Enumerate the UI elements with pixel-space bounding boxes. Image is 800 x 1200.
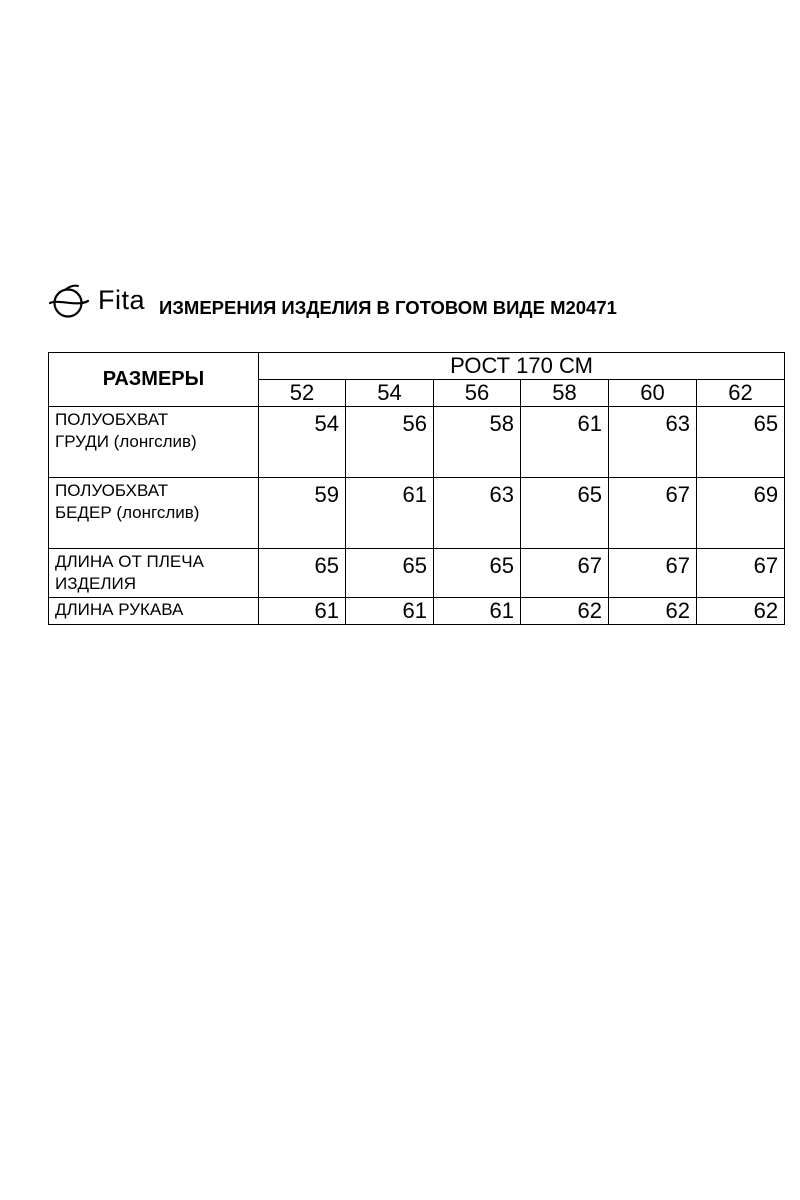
- size-cell: 62: [697, 380, 785, 407]
- sizes-header: РАЗМЕРЫ: [49, 353, 259, 407]
- row-label-line: ДЛИНА ОТ ПЛЕЧА: [55, 552, 204, 571]
- row-label: [49, 478, 259, 549]
- value-cell: 65: [434, 549, 521, 598]
- value-cell: 65: [346, 549, 434, 598]
- row-label-line: ПОЛУОБХВАТ: [55, 481, 169, 500]
- value-cell: 65: [259, 549, 346, 598]
- value-cell: 56: [346, 407, 434, 478]
- value-cell: 62: [609, 598, 697, 625]
- value-cell: 62: [697, 598, 785, 625]
- value-cell: 61: [346, 478, 434, 549]
- height-header: РОСТ 170 СМ: [259, 353, 785, 380]
- size-cell: 56: [434, 380, 521, 407]
- table-row: [49, 407, 785, 478]
- value-cell: 61: [259, 598, 346, 625]
- value-cell: 61: [434, 598, 521, 625]
- value-cell: 61: [346, 598, 434, 625]
- value-cell: 58: [434, 407, 521, 478]
- value-cell: 59: [259, 478, 346, 549]
- size-cell: 60: [609, 380, 697, 407]
- table-row: [49, 549, 785, 598]
- page-title: ИЗМЕРЕНИЯ ИЗДЕЛИЯ В ГОТОВОМ ВИДЕ М20471: [159, 297, 617, 318]
- value-cell: 65: [521, 478, 609, 549]
- fita-logo-icon: [48, 284, 94, 320]
- value-cell: 67: [609, 478, 697, 549]
- value-cell: 61: [521, 407, 609, 478]
- value-cell: 67: [521, 549, 609, 598]
- row-label-line: ПОЛУОБХВАТ: [55, 410, 169, 429]
- row-label-line: ДЛИНА РУКАВА: [55, 600, 184, 619]
- value-cell: 69: [697, 478, 785, 549]
- brand-logo: [48, 284, 145, 320]
- brand-name: Fita: [98, 284, 146, 315]
- table-row: [49, 478, 785, 549]
- size-cell: 54: [346, 380, 434, 407]
- value-cell: 67: [609, 549, 697, 598]
- row-label: [49, 598, 259, 625]
- size-cell: 58: [521, 380, 609, 407]
- value-cell: 54: [259, 407, 346, 478]
- row-label-line: ГРУДИ (лонгслив): [55, 432, 197, 451]
- value-cell: 67: [697, 549, 785, 598]
- row-label: [49, 407, 259, 478]
- table-row: [49, 598, 785, 625]
- size-cell: 52: [259, 380, 346, 407]
- header: [48, 282, 617, 322]
- value-cell: 63: [609, 407, 697, 478]
- row-label-line: ИЗДЕЛИЯ: [55, 574, 136, 593]
- table-header-row: [49, 353, 785, 380]
- size-table: [48, 352, 785, 625]
- row-label-line: БЕДЕР (лонгслив): [55, 503, 200, 522]
- value-cell: 63: [434, 478, 521, 549]
- row-label: [49, 549, 259, 598]
- value-cell: 62: [521, 598, 609, 625]
- value-cell: 65: [697, 407, 785, 478]
